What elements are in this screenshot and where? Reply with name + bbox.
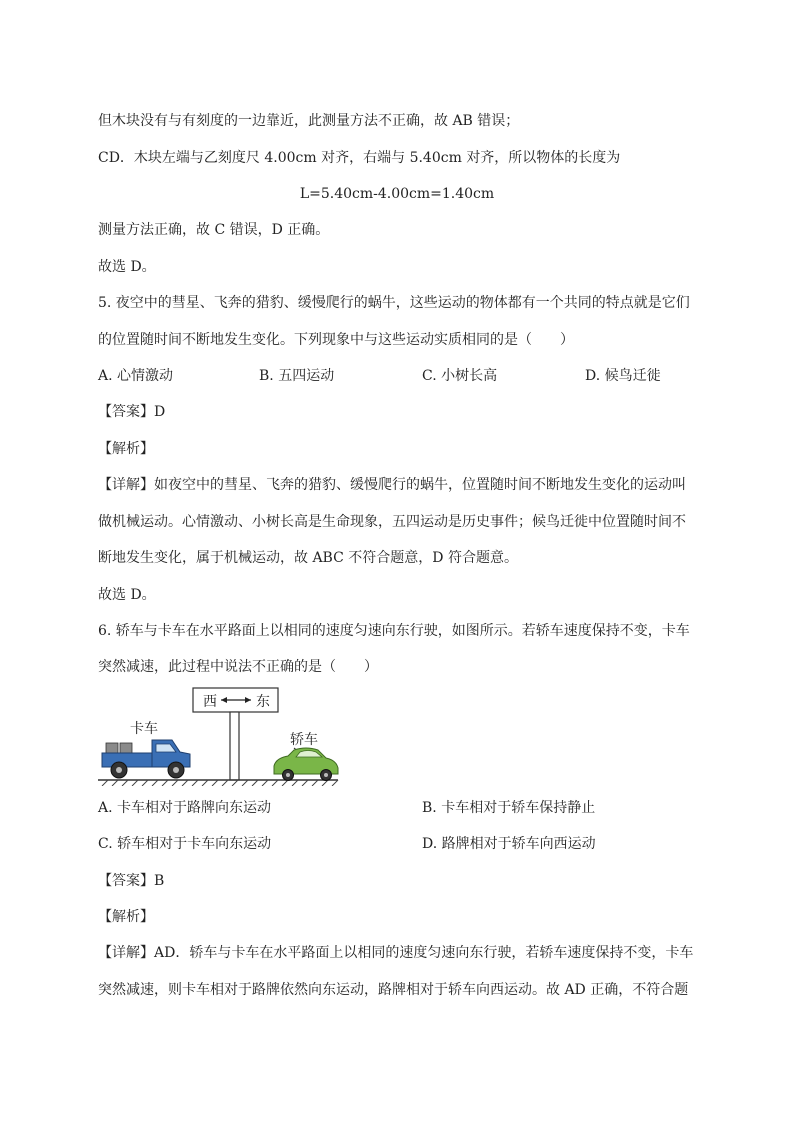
q5-option-b: B. 五四运动 <box>259 368 335 384</box>
car-icon <box>274 748 338 781</box>
text-line-1: 但木块没有与有刻度的一边靠近，此测量方法不正确，故 AB 错误； <box>98 113 520 129</box>
q5-answer: 【答案】D <box>98 404 166 420</box>
car-label: 轿车 <box>290 732 318 748</box>
q6-option-d: D. 路牌相对于轿车向西运动 <box>422 836 596 852</box>
motion-figure <box>98 686 348 786</box>
question-5-line-2: 的位置随时间不断地发生变化。下列现象中与这些运动实质相同的是（ ） <box>98 332 574 348</box>
ground-hatching <box>102 780 338 786</box>
q5-detail-line-3: 断地发生变化，属于机械运动，故 ABC 不符合题意，D 符合题意。 <box>98 550 518 566</box>
q6-answer: 【答案】B <box>98 873 165 889</box>
q5-option-d: D. 候鸟迁徙 <box>585 368 661 384</box>
text-line-3: 测量方法正确，故 C 错误，D 正确。 <box>98 222 330 238</box>
q5-option-a: A. 心情激动 <box>98 368 174 384</box>
truck-icon <box>102 740 190 778</box>
road-sign-post <box>230 712 239 780</box>
q6-detail-line-2: 突然减速，则卡车相对于路牌依然向东运动，路牌相对于轿车向西运动。故 AD 正确，不符合题 <box>98 982 689 998</box>
q6-analysis-heading: 【解析】 <box>98 909 154 925</box>
question-6-line-2: 突然减速，此过程中说法不正确的是（ ） <box>98 659 378 675</box>
q6-detail-line-1: 【详解】AD．轿车与卡车在水平路面上以相同的速度匀速向东行驶，若轿车速度保持不变，卡车 <box>98 945 694 961</box>
question-5-line-1: 5. 夜空中的彗星、飞奔的猎豹、缓慢爬行的蜗牛，这些运动的物体都有一个共同的特点就是它们 <box>98 295 690 311</box>
sign-east-label: 东 <box>256 694 270 710</box>
sign-west-label: 西 <box>203 694 217 710</box>
q5-conclusion: 故选 D。 <box>98 587 156 603</box>
q5-analysis-heading: 【解析】 <box>98 441 154 457</box>
text-line-2: CD．木块左端与乙刻度尺 4.00cm 对齐，右端与 5.40cm 对齐，所以物体的长度为 <box>98 150 621 166</box>
q6-option-c: C. 轿车相对于卡车向东运动 <box>98 836 272 852</box>
q5-detail-line-2: 做机械运动。心情激动、小树长高是生命现象，五四运动是历史事件；候鸟迁徙中位置随时间不 <box>98 514 686 530</box>
q5-detail-line-1: 【详解】如夜空中的彗星、飞奔的猎豹、缓慢爬行的蜗牛，位置随时间不断地发生变化的运动叫 <box>98 477 686 493</box>
formula-line: L=5.40cm-4.00cm=1.40cm <box>299 186 495 202</box>
text-line-4: 故选 D。 <box>98 259 156 275</box>
question-6-line-1: 6. 轿车与卡车在水平路面上以相同的速度匀速向东行驶，如图所示。若轿车速度保持不变，卡车 <box>98 623 690 639</box>
q6-option-a: A. 卡车相对于路牌向东运动 <box>98 800 272 816</box>
motion-figure-svg <box>98 686 348 786</box>
truck-label: 卡车 <box>130 721 158 737</box>
q6-option-b: B. 卡车相对于轿车保持静止 <box>422 800 596 816</box>
q5-option-c: C. 小树长高 <box>422 368 498 384</box>
